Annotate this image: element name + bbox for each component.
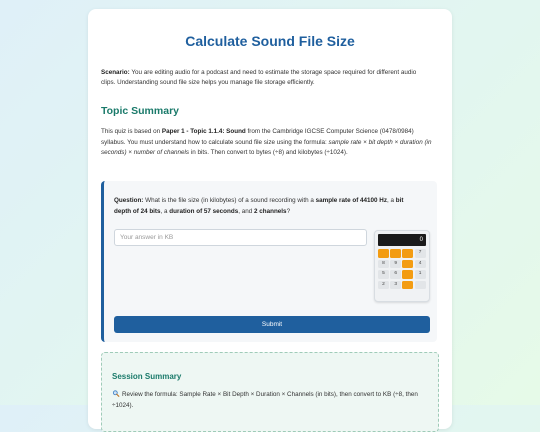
calculator-key-5[interactable]: 5 xyxy=(378,270,389,279)
formula-text: sample rate × bit depth × duration (in seconds) × number of channels xyxy=(101,138,432,156)
calculator-operator-key[interactable] xyxy=(402,260,413,269)
scenario-body: You are editing audio for a podcast and need to estimate the storage space required for different audio clips. Understanding sound file size helps you manage file storage efficiently. xyxy=(101,69,417,86)
calculator-key-7[interactable]: 7 xyxy=(415,249,426,258)
question-part: What is the file size (in kilobytes) of a sound recording with a xyxy=(143,197,316,204)
topic-text-part: in bits. Then convert to bytes (÷8) and kilobytes (÷1024). xyxy=(189,149,348,156)
session-summary-panel xyxy=(101,352,439,432)
topic-summary-heading: Topic Summary xyxy=(101,105,179,117)
calculator-operator-key[interactable] xyxy=(402,281,413,290)
topic-text-part: This quiz is based on xyxy=(101,128,162,135)
calculator-widget xyxy=(374,230,430,302)
calculator-key-1[interactable]: 1 xyxy=(415,270,426,279)
submit-button[interactable]: Submit xyxy=(114,316,430,333)
page-title: Calculate Sound File Size xyxy=(185,33,355,49)
session-summary-text xyxy=(112,390,430,411)
channels-value: 2 channels xyxy=(254,207,287,215)
topic-text-part: from the Cambridge IGCSE Computer Science (0478/0984) syllabus. You must understand how to calculate sound file size using the formula: xyxy=(101,128,414,146)
calculator-key[interactable] xyxy=(415,281,426,290)
question-part: , and xyxy=(238,207,254,215)
calculator-operator-key[interactable] xyxy=(378,249,389,258)
calculator-key-4[interactable]: 4 xyxy=(415,260,426,269)
session-summary-heading: Session Summary xyxy=(112,372,182,381)
question-text xyxy=(114,196,414,217)
question-part: ? xyxy=(286,207,291,215)
quiz-panel xyxy=(101,181,437,342)
calculator-operator-key[interactable] xyxy=(402,270,413,279)
scenario-label: Scenario: xyxy=(101,69,130,76)
calculator-display: 0 xyxy=(378,234,426,246)
topic-summary-text xyxy=(101,127,439,159)
calculator-key-8[interactable]: 8 xyxy=(378,260,389,269)
session-summary-body: Review the formula: Sample Rate × Bit Depth × Duration × Channels (in bits), then convert to KB (÷8, then ÷1024). xyxy=(112,391,418,409)
magnifier-icon xyxy=(112,390,120,397)
main-card xyxy=(88,9,452,429)
question-part: , a xyxy=(387,197,396,204)
answer-input[interactable] xyxy=(114,229,367,246)
calculator-key-3[interactable]: 3 xyxy=(390,281,401,290)
question-part: , a xyxy=(160,207,170,215)
question-label: Question: xyxy=(114,197,144,204)
duration-value: duration of 57 seconds xyxy=(169,207,239,215)
bit-depth-value: bit depth of 24 bits xyxy=(114,197,404,215)
calculator-key-6[interactable]: 6 xyxy=(390,270,401,279)
calculator-key-9[interactable]: 9 xyxy=(390,260,401,269)
scenario-text xyxy=(101,68,431,88)
calculator-key-2[interactable]: 2 xyxy=(378,281,389,290)
calculator-operator-key[interactable] xyxy=(402,249,413,258)
topic-reference: Paper 1 - Topic 1.1.4: Sound xyxy=(161,128,246,135)
sample-rate-value: sample rate of 44100 Hz xyxy=(315,197,387,204)
calculator-operator-key[interactable] xyxy=(390,249,401,258)
